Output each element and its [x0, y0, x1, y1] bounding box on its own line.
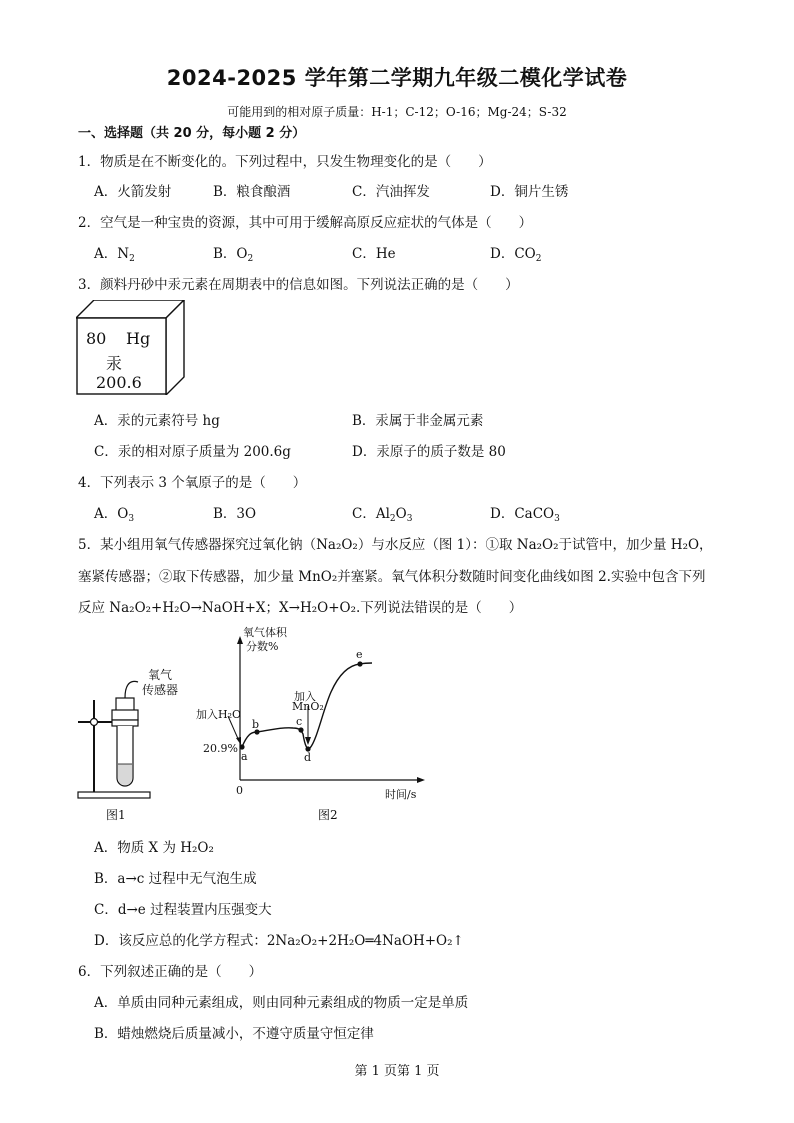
q2-stem: 2．空气是一种宝贵的资源，其中可用于缓解高原反应症状的气体是（ ）: [78, 215, 533, 231]
q4-option-c: C．$Al_2O_3$: [352, 506, 413, 524]
point-d: d: [304, 751, 312, 764]
add-mno2-label-1: 加入: [294, 690, 316, 703]
q1-option-c: C．汽油挥发: [352, 184, 430, 200]
origin-label: 0: [236, 784, 243, 797]
q3-option-d: D．汞原子的质子数是 80: [352, 444, 506, 460]
q5-line-3: 反应 Na₂O₂+H₂O→NaOH+X；X→H₂O+O₂.下列说法错误的是（ ）: [78, 600, 523, 616]
y-axis-label-2: 分数%: [246, 640, 279, 653]
page-footer: 第 1 页第 1 页: [354, 1064, 440, 1079]
element-card: [76, 300, 186, 395]
point-e: e: [356, 648, 363, 661]
q1-option-b: B．粮食酿酒: [213, 184, 291, 200]
element-symbol: Hg: [126, 329, 151, 348]
q6-option-b: B．蜡烛燃烧后质量减小，不遵守质量守恒定律: [94, 1026, 374, 1042]
q4-option-b: B．3O: [213, 506, 257, 522]
q4-stem: 4．下列表示 3 个氧原子的是（ ）: [78, 475, 307, 491]
q5-line-1: 5．某小组用氧气传感器探究过氧化钠（Na₂O₂）与水反应（图 1）：①取 Na₂O₂于试管中，加少量 H₂O，: [78, 537, 713, 553]
add-mno2-label-2: MnO₂: [292, 700, 324, 713]
q2-option-d: D．$CO_2$: [490, 246, 542, 264]
q3-option-b: B．汞属于非金属元素: [352, 413, 484, 429]
q6-option-a: A．单质由同种元素组成，则由同种元素组成的物质一定是单质: [94, 995, 469, 1011]
y-start-label: 20.9%: [203, 742, 238, 755]
add-water-label: 加入H₂O: [196, 708, 242, 721]
atomic-masses: 可能用到的相对原子质量：H-1；C-12；O-16；Mg-24；S-32: [227, 105, 567, 119]
point-c: c: [296, 715, 303, 728]
q4-option-d: D．CaCO$_3$: [490, 506, 560, 524]
q5-option-d: D．该反应总的化学方程式：2Na₂O₂+2H₂O═4NaOH+O₂↑: [94, 933, 464, 949]
element-number: 80: [86, 329, 107, 348]
q3-stem: 3．颜料丹砂中汞元素在周期表中的信息如图。下列说法正确的是（ ）: [78, 277, 519, 293]
element-mass: 200.6: [96, 373, 142, 392]
sensor-label-2: 传感器: [142, 683, 179, 697]
q3-option-a: A．汞的元素符号 hg: [94, 413, 220, 429]
section-heading: 一、选择题（共 20 分，每小题 2 分）: [78, 126, 306, 141]
q5-option-c: C．d→e 过程装置内压强变大: [94, 902, 272, 918]
q1-option-d: D．铜片生锈: [490, 184, 569, 200]
q5-line-2: 塞紧传感器；②取下传感器，加少量 MnO₂并塞紧。氧气体积分数随时间变化曲线如图 2.实验中包含下列: [78, 569, 706, 585]
q6-stem: 6．下列叙述正确的是（ ）: [78, 964, 263, 980]
element-name: 汞: [106, 354, 123, 373]
point-b: b: [252, 718, 260, 731]
x-axis-label: 时间/s: [385, 788, 417, 801]
q5-option-a: A．物质 X 为 H₂O₂: [94, 840, 214, 856]
q2-option-c: C．He: [352, 246, 396, 262]
exam-title: 2024-2025 学年第二学期九年级二模化学试卷: [166, 66, 628, 90]
q4-option-a: A．$O_3$: [94, 506, 135, 524]
q3-option-c: C．汞的相对原子质量为 200.6g: [94, 444, 291, 460]
y-axis-label-1: 氧气体积: [243, 626, 287, 639]
point-a: a: [241, 750, 248, 763]
q1-stem: 1．物质是在不断变化的。下列过程中，只发生物理变化的是（ ）: [78, 154, 492, 170]
figure-1-caption: 图1: [106, 808, 126, 822]
q1-option-a: A．火箭发射: [94, 184, 172, 200]
q2-option-a: A．$N_2$: [94, 246, 135, 264]
q2-option-b: B．$O_2$: [213, 246, 254, 264]
q5-option-b: B．a→c 过程中无气泡生成: [94, 871, 257, 887]
sensor-label-1: 氧气: [148, 668, 173, 682]
figure-2-caption: 图2: [318, 808, 338, 822]
